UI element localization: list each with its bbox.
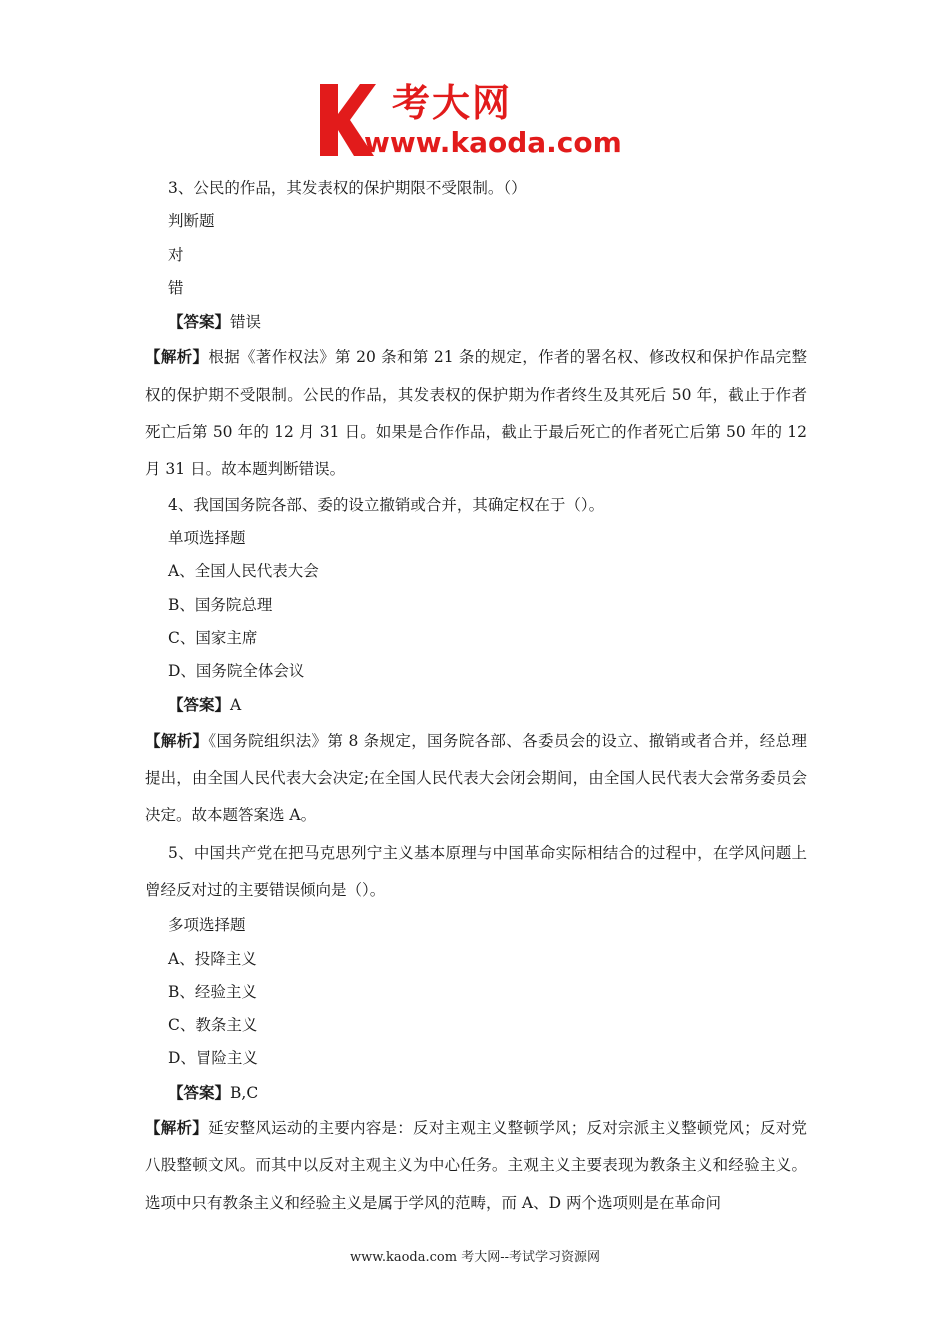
question-stem: 3、公民的作品，其发表权的保护期限不受限制。（） (168, 179, 527, 197)
answer-value: A (230, 696, 242, 715)
page-footer: www.kaoda.com 考大网--考试学习资源网 (350, 1250, 600, 1265)
answer-line (145, 688, 807, 721)
analysis-label: 【解析】 (145, 1118, 209, 1138)
logo-url-text: www.kaoda.com (364, 126, 622, 159)
option: 对 (168, 245, 184, 264)
answer-line (145, 305, 807, 338)
analysis-text: 《国务院组织法》第 8 条规定，国务院各部、各委员会的设立、撤销或者合并，经总理提出，由全国人民代表大会决定;在全国人民代表大会闭会期间，由全国人民代表大会常务委员会决定。故本题答案选 A。 (145, 731, 807, 825)
answer-value: 错误 (230, 313, 262, 332)
analysis-paragraph (145, 722, 807, 835)
option: 错 (168, 278, 184, 297)
question-stem: 4、我国国务院各部、委的设立撤销或合并，其确定权在于（）。 (168, 495, 605, 514)
question-type: 单项选择题 (168, 528, 246, 547)
answer-label: 【答案】 (168, 1082, 231, 1102)
option: D、冒险主义 (168, 1049, 258, 1068)
answer-label: 【答案】 (168, 312, 231, 332)
option: C、国家主席 (168, 628, 258, 647)
analysis-label: 【解析】 (145, 347, 209, 367)
analysis-paragraph (145, 1109, 807, 1222)
option: B、经验主义 (168, 982, 257, 1001)
logo-brand-text: 考大网 (392, 81, 513, 125)
question-type: 判断题 (168, 212, 215, 231)
analysis-text: 延安整风运动的主要内容是：反对主观主义整顿学风；反对宗派主义整顿党风；反对党八股整顿文风。而其中以反对主观主义为中心任务。主观主义主要表现为教条主义和经验主义。选项中只有教条主义和经验主义是属于学风的范畴，而 A、D 两个选项则是在革命问 (145, 1119, 807, 1212)
option: C、教条主义 (168, 1016, 258, 1035)
answer-value: B,C (230, 1083, 259, 1102)
option: A、投降主义 (168, 949, 257, 968)
analysis-text: 根据《著作权法》第 20 条和第 21 条的规定，作者的署名权、修改权和保护作品完整权的保护期不受限制。公民的作品，其发表权的保护期为作者终生及其死后 50 年，截止于作者死亡后第 50 年的 12 月 31 日。如果是合作作品，截止于最后死亡的作者死亡后第 50 年的 12 月 31 日。故本题判断错误。 (145, 348, 807, 479)
option: A、全国人民代表大会 (168, 562, 319, 581)
answer-line (145, 1076, 807, 1109)
kaoda-logo (316, 78, 646, 163)
question-type: 多项选择题 (168, 916, 246, 935)
option: D、国务院全体会议 (168, 662, 305, 681)
analysis-label: 【解析】 (145, 730, 209, 750)
option: B、国务院总理 (168, 595, 273, 614)
question-stem: 5、中国共产党在把马克思列宁主义基本原理与中国革命实际相结合的过程中，在学风问题上曾经反对过的主要错误倾向是（）。 (145, 843, 807, 899)
document-body (145, 172, 807, 1222)
analysis-paragraph (145, 338, 807, 488)
answer-label: 【答案】 (168, 695, 231, 715)
